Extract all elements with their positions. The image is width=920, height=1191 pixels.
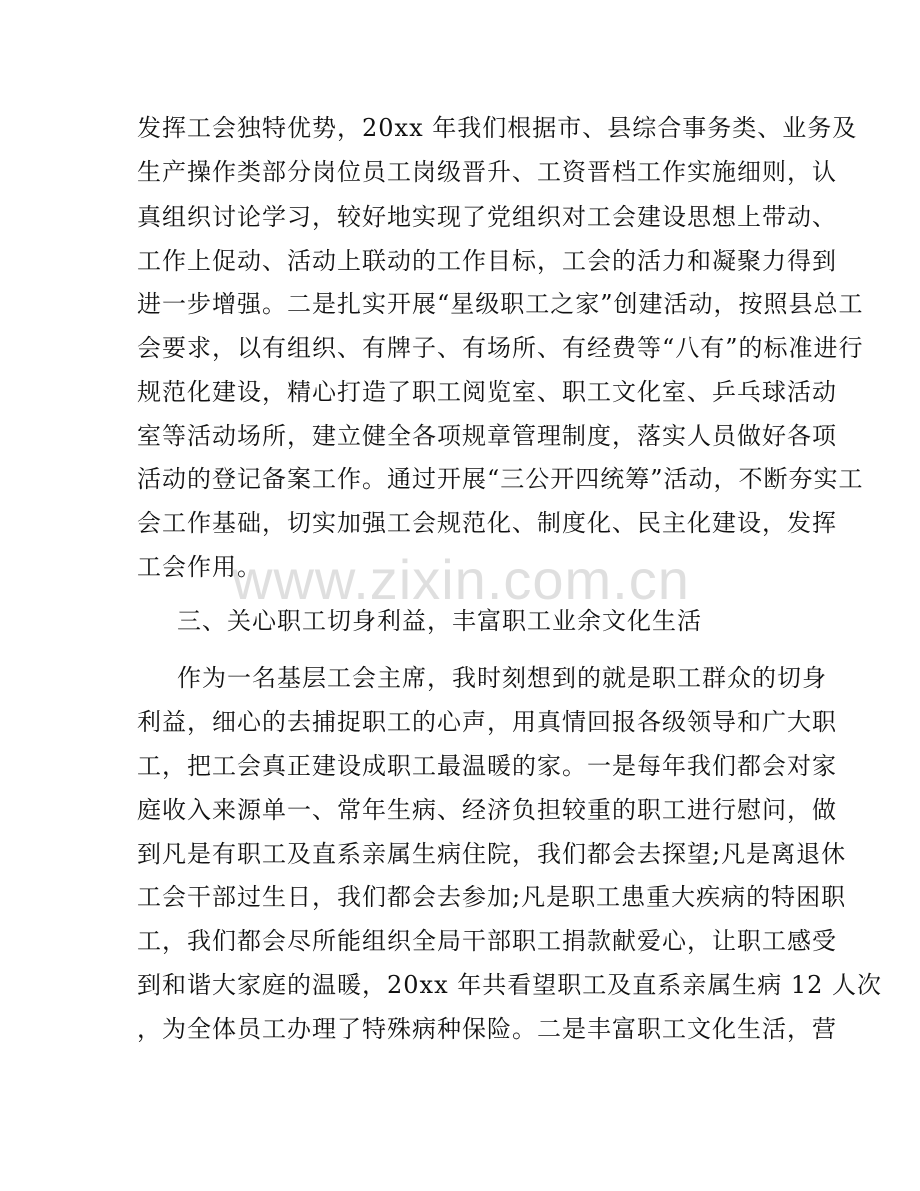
paragraph-2-line-3: 工，把工会真正建设成职工最温暖的家。一是每年我们都会对家 bbox=[137, 752, 837, 780]
watermark: www.zixin.com.cn bbox=[232, 548, 690, 611]
paragraph-2-line-9: ，为全体员工办理了特殊病种保险。二是丰富职工文化生活，营 bbox=[137, 1015, 837, 1043]
paragraph-1-line-10: 会工作基础，切实加强工会规范化、制度化、民主化建设，发挥 bbox=[137, 509, 837, 537]
paragraph-1-line-8: 室等活动场所，建立健全各项规章管理制度，落实人员做好各项 bbox=[137, 422, 837, 450]
paragraph-2-line-8: 到和谐大家庭的温暖，20xx 年共看望职工及直系亲属生病 12 人次 bbox=[137, 971, 883, 999]
section-heading: 三、关心职工切身利益，丰富职工业余文化生活 bbox=[177, 607, 702, 635]
paragraph-1-line-5: 进一步增强。二是扎实开展“星级职工之家”创建活动，按照县总工 bbox=[137, 290, 864, 318]
paragraph-2-line-5: 到凡是有职工及直系亲属生病住院，我们都会去探望;凡是离退休 bbox=[137, 840, 847, 868]
paragraph-2-line-4: 庭收入来源单一、常年生病、经济负担较重的职工进行慰问，做 bbox=[137, 796, 837, 824]
paragraph-1-line-11: 工会作用。 bbox=[137, 553, 262, 581]
paragraph-2-line-6: 工会干部过生日，我们都会去参加;凡是职工患重大疾病的特困职 bbox=[137, 883, 847, 911]
paragraph-1-line-3: 真组织讨论学习，较好地实现了党组织对工会建设思想上带动、 bbox=[137, 203, 837, 231]
paragraph-1-line-2: 生产操作类部分岗位员工岗级晋升、工资晋档工作实施细则，认 bbox=[137, 158, 837, 186]
paragraph-1-line-7: 规范化建设，精心打造了职工阅览室、职工文化室、乒乓球活动 bbox=[137, 378, 837, 406]
paragraph-2-line-1: 作为一名基层工会主席，我时刻想到的就是职工群众的切身 bbox=[177, 664, 827, 692]
paragraph-2-line-7: 工，我们都会尽所能组织全局干部职工捐款献爱心，让职工感受 bbox=[137, 927, 837, 955]
paragraph-1-line-6: 会要求，以有组织、有牌子、有场所、有经费等“八有”的标准进行 bbox=[137, 334, 864, 362]
paragraph-1-line-4: 工作上促动、活动上联动的工作目标，工会的活力和凝聚力得到 bbox=[137, 247, 837, 275]
paragraph-1-line-9: 活动的登记备案工作。通过开展“三公开四统筹”活动，不断夯实工 bbox=[137, 465, 864, 493]
paragraph-1-line-1: 发挥工会独特优势，20xx 年我们根据市、县综合事务类、业务及 bbox=[137, 114, 858, 142]
paragraph-2-line-2: 利益，细心的去捕捉职工的心声，用真情回报各级领导和广大职 bbox=[137, 708, 837, 736]
